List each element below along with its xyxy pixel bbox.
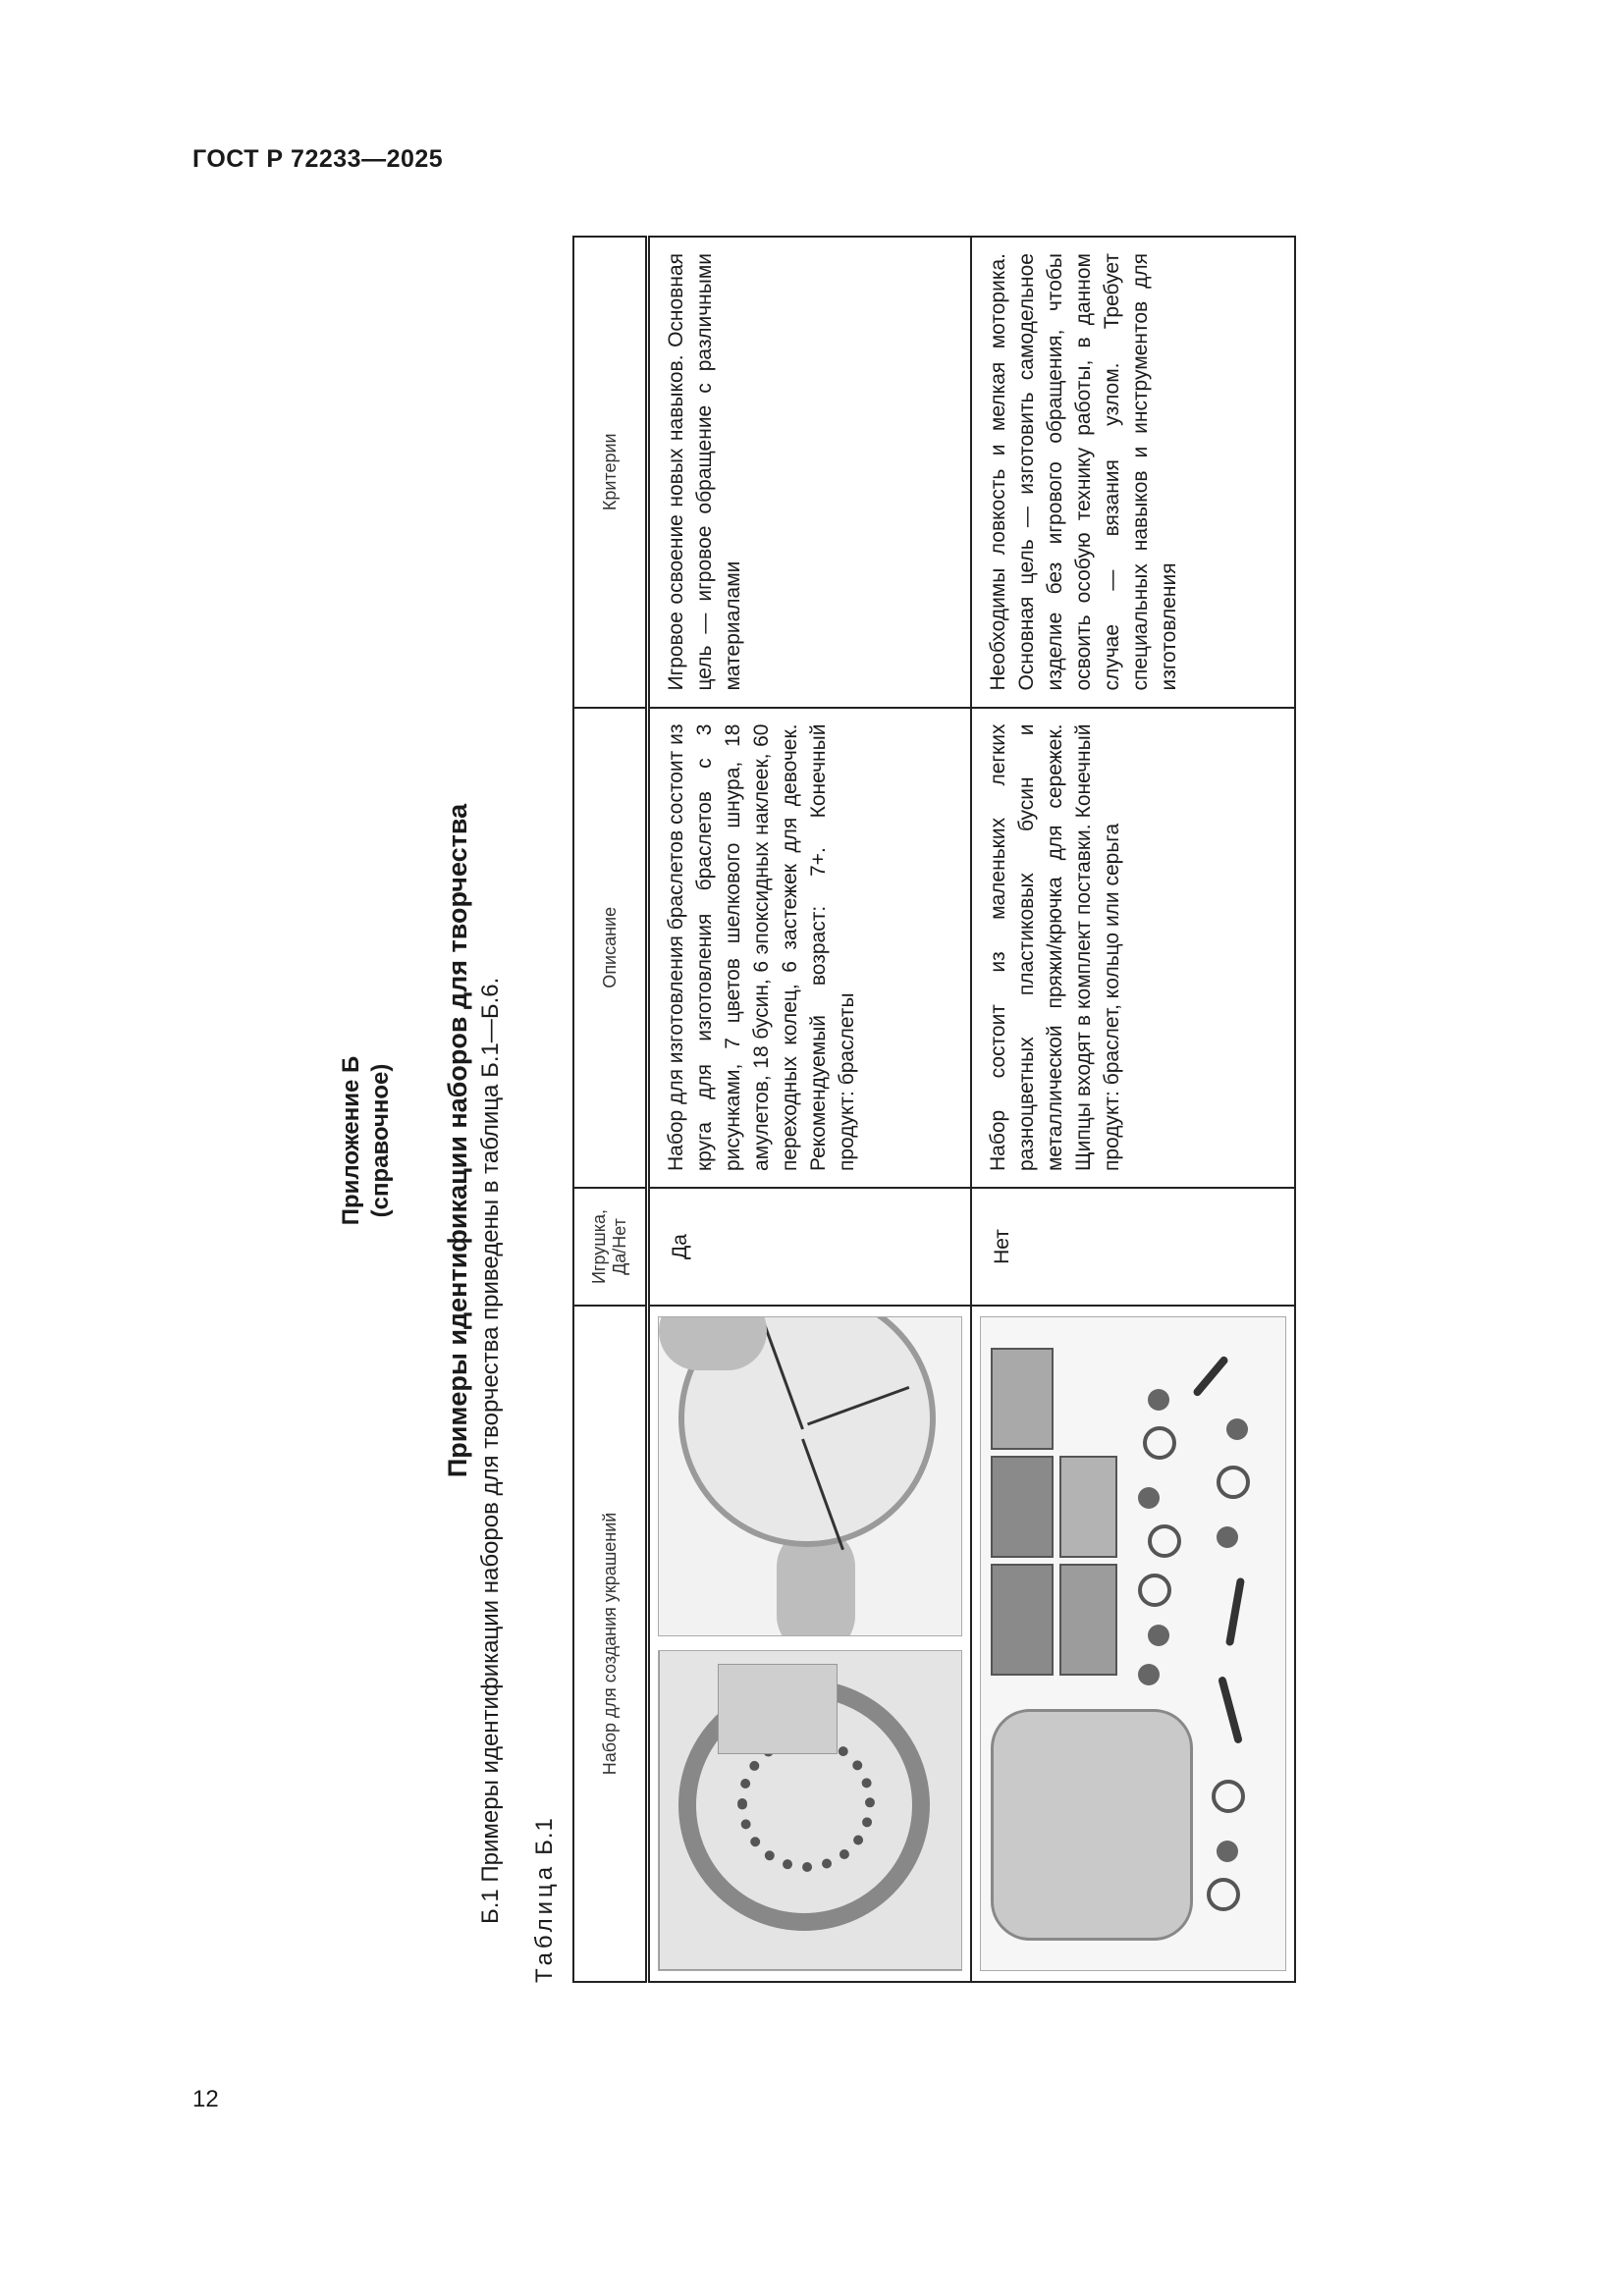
annex-heading: Примеры идентификации наборов для творчества xyxy=(443,803,472,1478)
table-caption-number: Б.1 xyxy=(531,1817,558,1855)
document-code: ГОСТ Р 72233—2025 xyxy=(192,145,444,173)
header-toy: Игрушка, Да/Нет xyxy=(573,1188,648,1306)
row1-image-cell xyxy=(648,1306,972,1982)
row1-description: Набор для изготовления браслетов состоит из круга для изготовления браслетов с 3 рисунками, 7 цветов шелкового шнура, 18 амулетов, 18 бусин, 6 эпоксидных наклеек, 60 переходных колец, 6 застежек для девочек. Рекомендуемый возраст: 7+. Конечный продукт: браслеты xyxy=(648,708,972,1189)
annex-block xyxy=(337,238,473,2044)
table-row xyxy=(648,237,972,1982)
row2-description: Набор состоит из маленьких легких разноцветных пластиковых бусин и металлической пряжи/крючка для сережек. Щипцы входят в комплект поставки. Конечный продукт: браслет, кольцо или серьга xyxy=(971,708,1295,1189)
header-image: Набор для создания украшений xyxy=(573,1306,648,1982)
header-criteria: Критерии xyxy=(573,237,648,708)
row2-criteria: Необходимы ловкость и мелкая моторика. Основная цель — изготовить самодельное изделие без игрового обращения, чтобы освоить особую технику работы, в данном случае — вязания узлом. Требует специальных навыков и инструментов для изготовления xyxy=(971,237,1295,708)
criteria-table xyxy=(572,236,1296,1983)
bracelet-kit-box-photo xyxy=(658,1650,962,1971)
row1-criteria: Игровое освоение новых навыков. Основная цель — игровое обращение с различными материалами xyxy=(648,237,972,708)
bracelet-loom-photo xyxy=(658,1316,962,1637)
table-caption xyxy=(531,1817,559,1983)
annex-type: (справочное) xyxy=(367,1063,394,1218)
header-description: Описание xyxy=(573,708,648,1189)
annex-title: Приложение Б xyxy=(338,1055,364,1226)
table-header-row xyxy=(573,237,648,1982)
page-number: 12 xyxy=(192,2086,219,2112)
table-row xyxy=(971,237,1295,1982)
rotated-content xyxy=(337,238,1283,2044)
table-caption-label: Таблица xyxy=(531,1862,558,1983)
row2-toy: Нет xyxy=(971,1188,1295,1306)
row2-image-cell xyxy=(971,1306,1295,1982)
bracelet-kit-photos xyxy=(658,1316,962,1971)
row1-toy: Да xyxy=(648,1188,972,1306)
jewelry-kit-photo xyxy=(980,1316,1286,1971)
intro-paragraph: Б.1 Примеры идентификации наборов для творчества приведены в таблица Б.1—Б.6. xyxy=(477,977,504,1924)
